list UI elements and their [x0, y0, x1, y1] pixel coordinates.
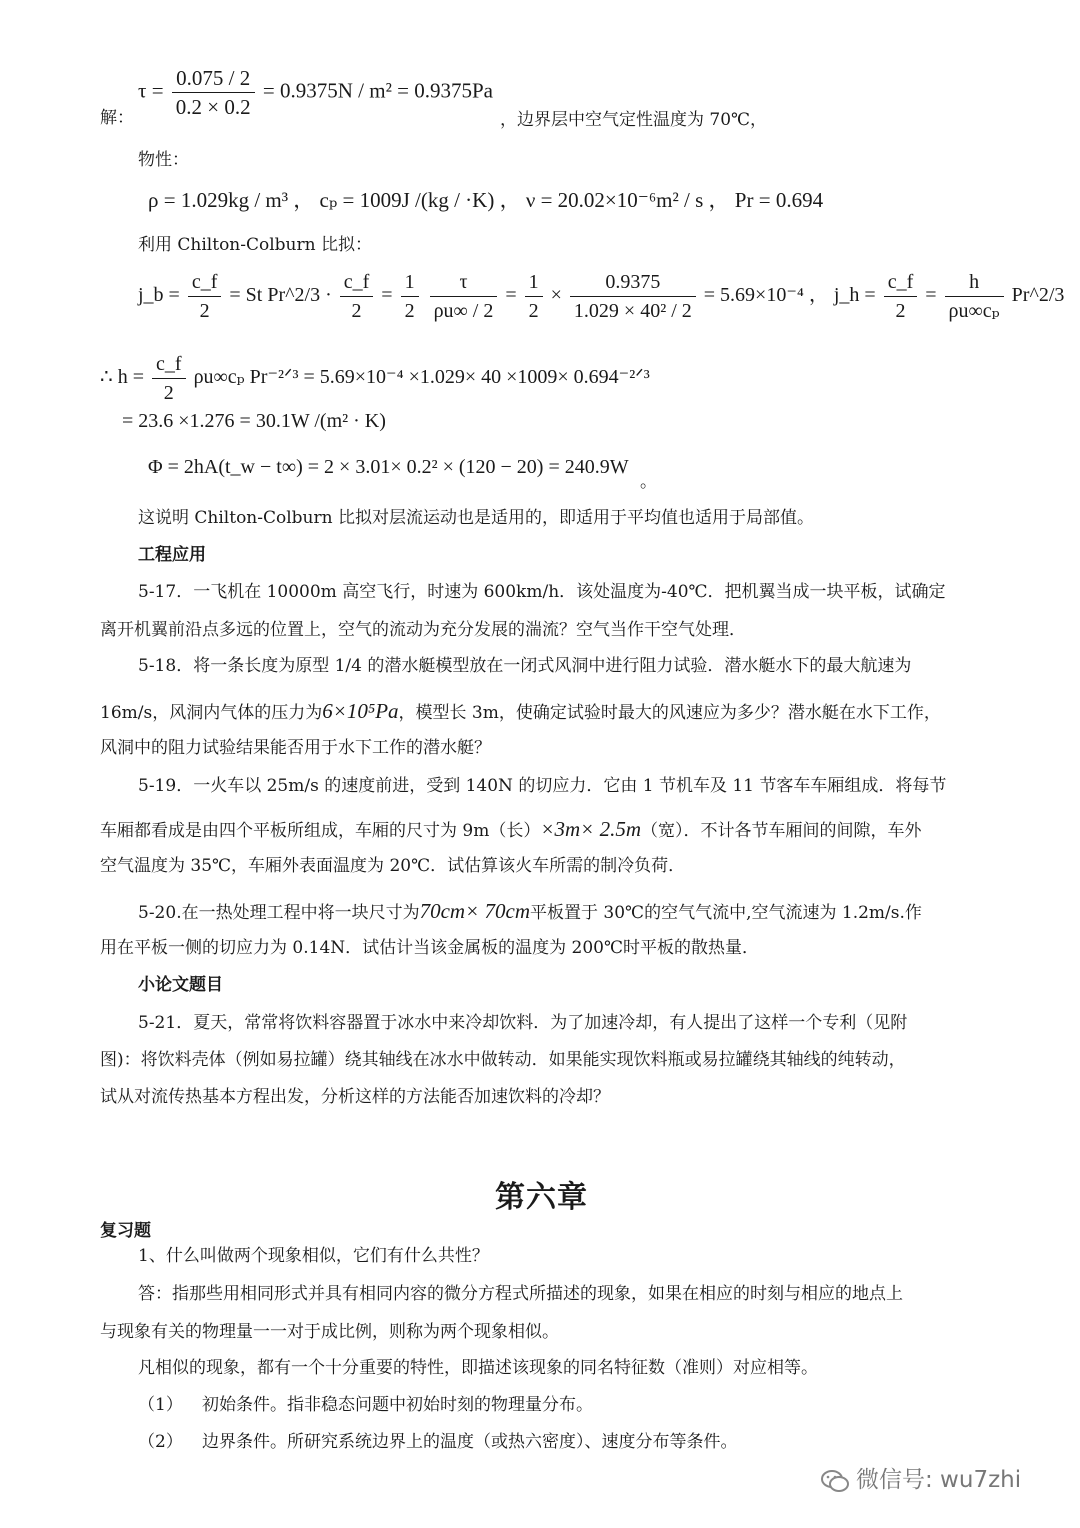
eq-jb-mid1: = St Pr^2/3 · — [229, 284, 332, 307]
problem-5-20-line1-start: 5-20.在一热处理工程中将一块尺寸为 — [138, 903, 420, 923]
problem-5-20-line2: 用在平板一侧的切应力为 0.14N．试估计当该金属板的温度为 200℃时平板的散热量． — [100, 938, 759, 958]
problem-5-18-pressure: 6×10⁵Pa — [322, 699, 399, 723]
equation-phi: Φ = 2hA(t_w − t∞) = 2 × 3.01× 0.2² × (120 − 20) = 240.9W — [148, 456, 629, 478]
eq-jb-frac6-num: 0.9375 — [570, 270, 696, 297]
eq-h-frac-num: c_f — [152, 352, 186, 379]
problem-5-21-line1: 5-21．夏天，常常将饮料容器置于冰水中来冷却饮料．为了加速冷却，有人提出了这样一个专利（见附 — [138, 1013, 908, 1033]
eq-jb-eq2: = — [381, 284, 393, 307]
eq-jh-lhs: ， j_h = — [808, 284, 876, 307]
eq-jb-lhs: j_b = — [138, 284, 180, 307]
problem-5-20-line1 — [138, 899, 922, 925]
eq-jb-result: = 5.69×10⁻⁴ — [703, 284, 804, 307]
eq-tau-denominator: 0.2 × 0.2 — [175, 95, 251, 119]
eq-jb-frac1-den: 2 — [199, 300, 210, 322]
watermark — [820, 1461, 1021, 1494]
eq-jb-frac1-num: c_f — [188, 270, 222, 297]
eq-jb-frac3-num: 1 — [401, 270, 419, 297]
eq-jb-frac5-den: 2 — [528, 300, 539, 322]
wechat-icon — [820, 1468, 850, 1494]
eq-jb-frac3 — [401, 270, 419, 323]
eq-jb-frac2-den: 2 — [351, 300, 362, 322]
equation-jb — [138, 270, 1064, 323]
problem-5-19-line2-start: 车厢都看成是由四个平板所组成，车厢的尺寸为 9m（长） — [100, 821, 541, 841]
eq-jb-frac5-num: 1 — [525, 270, 543, 297]
eq-jb-frac3-den: 2 — [404, 300, 415, 322]
condition-1-number: （1） — [138, 1395, 183, 1415]
equation-h-result: = 23.6 ×1.276 = 30.1W /(m² · K) — [122, 410, 386, 432]
eq-jb-frac6-den: 1.029 × 40² / 2 — [573, 300, 692, 322]
answer-1-line2: 与现象有关的物理量一一对于成比例，则称为两个现象相似。 — [100, 1322, 559, 1342]
chilton-intro: 利用 Chilton-Colburn 比拟： — [138, 235, 372, 255]
equation-tau — [138, 66, 493, 119]
watermark-text: 微信号: wu7zhi — [856, 1467, 1022, 1493]
eq-jh-eq: = — [925, 284, 937, 307]
equation-h — [100, 352, 650, 405]
problem-5-20-line1-end: 平板置于 30℃的空气气流中,空气流速为 1.2m/s.作 — [530, 903, 922, 923]
problem-5-18-line2-end: ，模型长 3m，使确定试验时最大的风速应为多少？潜水艇在水下工作， — [398, 703, 941, 723]
eq-jh-frac2-den: ρu∞cₚ — [948, 300, 1000, 322]
eq-jb-frac5 — [525, 270, 543, 323]
essay-heading: 小论文题目 — [138, 975, 223, 995]
eq-tau-numerator: 0.075 / 2 — [172, 66, 255, 93]
problem-5-21-line2: 图)：将饮料壳体（例如易拉罐）绕其轴线在冰水中做转动．如果能实现饮料瓶或易拉罐绕其轴线的纯转动， — [100, 1050, 906, 1070]
problem-5-18-line2-start: 16m/s，风洞内气体的压力为 — [100, 703, 323, 723]
question-1: 1、什么叫做两个现象相似，它们有什么共性？ — [138, 1246, 489, 1266]
eq-tau-fraction — [172, 66, 255, 119]
similarity-text: 凡相似的现象，都有一个十分重要的特性，即描述该现象的同名特征数（准则）对应相等。 — [138, 1358, 818, 1378]
condition-2-number: （2） — [138, 1432, 183, 1452]
problem-5-19-line2 — [100, 817, 922, 843]
review-heading: 复习题 — [100, 1221, 151, 1241]
equation-properties: ρ = 1.029kg / m³ ， cₚ = 1009J /(kg / ·K) ， ν = 20.02×10⁻⁶m² / s ， Pr = 0.694 — [148, 188, 824, 212]
eq-jb-frac4 — [430, 270, 498, 323]
eq-jb-times: × — [550, 284, 562, 307]
problem-5-18-line3: 风洞中的阻力试验结果能否用于水下工作的潜水艇？ — [100, 738, 491, 758]
problem-5-17-line2: 离开机翼前沿点多远的位置上，空气的流动为充分发展的湍流？空气当作干空气处理． — [100, 620, 746, 640]
condition-1-text: 初始条件。指非稳态问题中初始时刻的物理量分布。 — [202, 1395, 593, 1415]
eq-h-rest: ρu∞cₚ Pr⁻²ᐟ³ = 5.69×10⁻⁴ ×1.029× 40 ×1009× 0.694⁻²ᐟ³ — [193, 366, 650, 389]
eq-tau-result: = 0.9375N / m² = 0.9375Pa — [262, 78, 493, 103]
eq-jh-frac2 — [945, 270, 1004, 323]
eq-jb-frac1 — [188, 270, 222, 323]
eq-jh-frac1-den: 2 — [895, 300, 906, 322]
solution-label: 解： — [100, 108, 134, 128]
engineering-heading: 工程应用 — [138, 545, 206, 565]
eq-jb-frac4-num: τ — [430, 270, 498, 297]
problem-5-19-line1: 5-19．一火车以 25m/s 的速度前进，受到 140N 的切应力．它由 1 节机车及 11 节客车车厢组成．将每节 — [138, 776, 947, 796]
eq-jh-frac1 — [884, 270, 918, 323]
eq-jb-eq3: = — [505, 284, 517, 307]
condition-2-text: 边界条件。所研究系统边界上的温度（或热六密度）、速度分布等条件。 — [202, 1432, 738, 1452]
eq-jh-frac1-num: c_f — [884, 270, 918, 297]
problem-5-20-dimensions: 70cm× 70cm — [419, 899, 531, 923]
problem-5-18-line2 — [100, 699, 941, 725]
eq-tau-lhs: τ = — [138, 78, 164, 103]
conclusion-text: 这说明 Chilton-Colburn 比拟对层流运动也是适用的，即适用于平均值也适用于局部值。 — [138, 508, 814, 528]
equation-phi-end: 。 — [640, 472, 657, 492]
problem-5-21-line3: 试从对流传热基本方程出发，分析这样的方法能否加速饮料的冷却？ — [100, 1087, 610, 1107]
problem-5-19-line3: 空气温度为 35℃，车厢外表面温度为 20℃．试估算该火车所需的制冷负荷． — [100, 856, 686, 876]
eq-jb-frac2 — [340, 270, 374, 323]
tau-note: ，边界层中空气定性温度为 70℃， — [500, 110, 768, 130]
problem-5-19-dimensions: ×3m× 2.5m — [540, 817, 642, 841]
eq-h-frac — [152, 352, 186, 405]
answer-1-line1: 答：指那些用相同形式并具有相同内容的微分方程式所描述的现象，如果在相应的时刻与相应的地点上 — [138, 1284, 903, 1304]
problem-5-18-line1: 5-18．将一条长度为原型 1/4 的潜水艇模型放在一闭式风洞中进行阻力试验．潜水艇水下的最大航速为 — [138, 656, 912, 676]
problem-5-19-line2-end: （宽）．不计各节车厢间的间隙，车外 — [641, 821, 922, 841]
chapter-title: 第六章 — [495, 1180, 588, 1215]
eq-h-lhs: ∴ h = — [100, 366, 145, 389]
eq-jb-frac4-den: ρu∞ / 2 — [433, 300, 494, 322]
eq-h-frac-den: 2 — [163, 382, 174, 404]
problem-5-17-line1: 5-17．一飞机在 10000m 高空飞行，时速为 600km/h．该处温度为-40℃．把机翼当成一块平板，试确定 — [138, 582, 946, 602]
eq-jh-tail: Pr^2/3 — [1011, 284, 1065, 307]
eq-jb-frac2-num: c_f — [340, 270, 374, 297]
eq-jb-frac6 — [570, 270, 696, 323]
properties-label: 物性： — [138, 150, 189, 170]
eq-jh-frac2-num: h — [945, 270, 1004, 297]
